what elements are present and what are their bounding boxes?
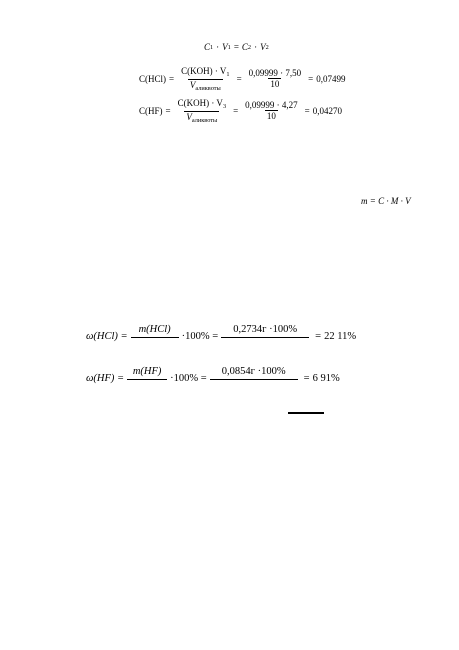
numerator: 0,0854г ·100% (221, 366, 286, 377)
denominator: 10 (270, 79, 280, 90)
sub-2: 2 (247, 43, 252, 51)
equation-c-hcl (139, 66, 345, 92)
result-value: 0,04270 (312, 106, 342, 117)
equals-sign: = (304, 106, 310, 117)
denominator: 10 (266, 111, 276, 122)
fraction-numeric (210, 366, 298, 392)
horizontal-line (288, 412, 324, 414)
equals-sign: = (308, 74, 314, 85)
equals-sign: = (233, 106, 239, 117)
fraction-numeric (221, 324, 309, 350)
result-value: 0,07499 (316, 74, 346, 85)
var-c1: C (204, 42, 211, 52)
mass-formula: m = C · M · V (361, 196, 411, 206)
denominator (210, 379, 298, 392)
lhs-omega-hf: ω(HF) = (86, 373, 125, 385)
dot-op: · (254, 42, 258, 52)
var-v1: V (222, 42, 228, 52)
numerator: 0,2734г ·100% (233, 324, 298, 335)
denominator (127, 379, 167, 392)
equation-c-hf (139, 98, 342, 124)
fraction-numeric (243, 100, 300, 123)
lhs-c-hf: C(HF) (139, 106, 163, 117)
denominator: $V_{аликвоты}$ (189, 79, 221, 92)
equals-sign: = (303, 373, 310, 385)
var-v2: V (260, 42, 266, 52)
equals-sign: = (169, 74, 175, 85)
numerator: m(HCl) (138, 324, 171, 335)
sub-1: 1 (210, 43, 214, 51)
fraction-mass-hcl (131, 324, 179, 350)
equals-sign: = (236, 74, 242, 85)
equation-omega-hcl (86, 324, 356, 350)
var-c2: C (241, 42, 248, 52)
denominator: $V_{аликвоты}$ (186, 111, 218, 124)
lhs-c-hcl: C(HCl) (139, 74, 166, 85)
equals-sign: = (165, 106, 171, 117)
multiply-percent: ·100% = (170, 373, 207, 385)
numerator: $C(KOH) \cdot V_1$ (181, 66, 230, 78)
sub-2: 2 (265, 43, 269, 51)
fraction-numeric (247, 68, 304, 91)
equation-omega-hf (86, 366, 340, 392)
result-value: 22 11% (324, 331, 357, 343)
denominator (221, 337, 309, 350)
equals-sign: = (315, 331, 322, 343)
fraction-symbolic (176, 98, 229, 124)
numerator: 0,09999 · 4,27 (245, 99, 298, 110)
result-value: 6 91% (312, 373, 340, 385)
numerator: 0,09999 · 7,50 (248, 67, 302, 78)
fraction-mass-hf (127, 366, 167, 392)
multiply-percent: ·100% = (181, 331, 219, 343)
sub-1: 1 (227, 43, 231, 51)
fraction-symbolic (179, 66, 232, 92)
equals-sign: = (233, 42, 239, 52)
numerator: m(HF) (132, 366, 162, 377)
equation-dilution (204, 42, 269, 52)
equation-mass (361, 196, 411, 206)
lhs-omega-hcl: ω(HCl) = (86, 331, 128, 343)
dot-op: · (216, 42, 220, 52)
denominator (131, 337, 179, 350)
numerator: $C(KOH) \cdot V_3$ (177, 98, 227, 110)
